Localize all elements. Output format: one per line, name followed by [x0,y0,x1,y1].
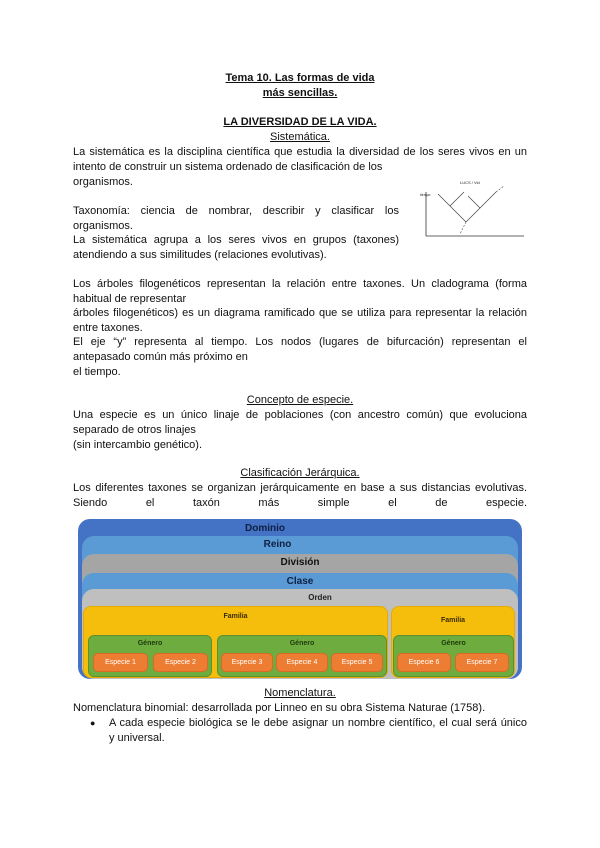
level-clase-label: Clase [286,576,314,587]
eje-line3: el tiempo. [73,366,121,378]
agrupa-line1: La sistemática agrupa a los seres vivos en grupos (taxones) [73,234,399,246]
eje-line1: El eje “y” representa al tiempo. Los nodos (lugares de bifurcación) representan el [73,336,527,348]
doc-title-line1: Tema 10. Las formas de vida [225,72,375,84]
agrupa-line2: atendiendo a sus similitudes (relaciones evolutivas). [73,249,327,261]
arboles-line3: árboles filogenéticos) es un diagrama ramificado que se utiliza para representar la relación [73,307,527,319]
familia-2-label: Familia [440,617,466,624]
familia-1-label: Familia [223,613,248,620]
nomenclatura-line1: Nomenclatura binomial: desarrollada por Linneo en su obra Sistema Naturae (1758). [73,702,486,714]
level-reino-label: Reino [263,539,292,550]
sistematica-p1-line2: intento de construir un sistema ordenado de clasificación de los [73,161,383,173]
especie-6: Especie 6 [397,653,451,672]
cladogram-axis-label: tiempo [420,193,431,197]
nomenclatura-bullet-line1: A cada especie biológica se le debe asignar un nombre científico, el cual será único [109,717,527,729]
doc-title-line2: más sencillas. [262,87,338,99]
level-division-label: División [280,557,320,568]
clasificacion-line2: Siendo el taxón más simple el de especie. [73,497,527,509]
bullet-icon: ● [90,718,96,728]
taxonomia-line1: Taxonomía: ciencia de nombrar, describir y clasificar los [73,205,399,217]
clasificacion-heading: Clasificación Jerárquica. [240,467,360,479]
especie-line3: (sin intercambio genético). [73,439,203,451]
especie-heading: Concepto de especie. [246,394,354,406]
especie-line2: separado de otros linajes [73,424,196,436]
section-title: LA DIVERSIDAD DE LA VIDA. [223,116,377,128]
genero-3-label: Género [441,640,466,647]
clasificacion-line1: Los diferentes taxones se organizan jerárquicamente en base a sus distancias evolutivas. [73,482,527,494]
especie-7: Especie 7 [455,653,509,672]
cladogram-top-label: LUCS / Vid [460,180,480,185]
arboles-line2: habitual de representar [73,293,187,305]
genero-2-label: Género [289,640,315,647]
especie-4: Especie 4 [276,653,328,672]
especie-line1: Una especie es un único linaje de poblaciones (con ancestro común) que evoluciona [73,409,527,421]
genero-1-label: Género [137,640,163,647]
level-orden-label: Orden [308,593,332,602]
sistematica-p1-line1: La sistemática es la disciplina científica que estudia la diversidad de los seres vivos en un [73,146,527,158]
nomenclatura-heading: Nomenclatura. [264,687,336,699]
nomenclatura-bullet-line2: y universal. [109,732,165,744]
sistematica-p1-line3: organismos. [73,176,133,188]
cladogram-figure [420,178,528,240]
eje-line2: antepasado común más próximo en [73,351,248,363]
especie-5: Especie 5 [331,653,383,672]
hierarchy-diagram [78,519,522,679]
arboles-line4: entre taxones. [73,322,143,334]
arboles-line1: Los árboles filogenéticos representan la relación entre taxones. Un cladograma (forma [73,278,527,290]
level-dominio-label: Dominio [245,523,285,534]
taxonomia-line2: organismos. [73,220,133,232]
especie-2: Especie 2 [153,653,208,672]
especie-1: Especie 1 [93,653,148,672]
especie-3: Especie 3 [221,653,273,672]
sistematica-heading: Sistemática. [270,131,330,143]
